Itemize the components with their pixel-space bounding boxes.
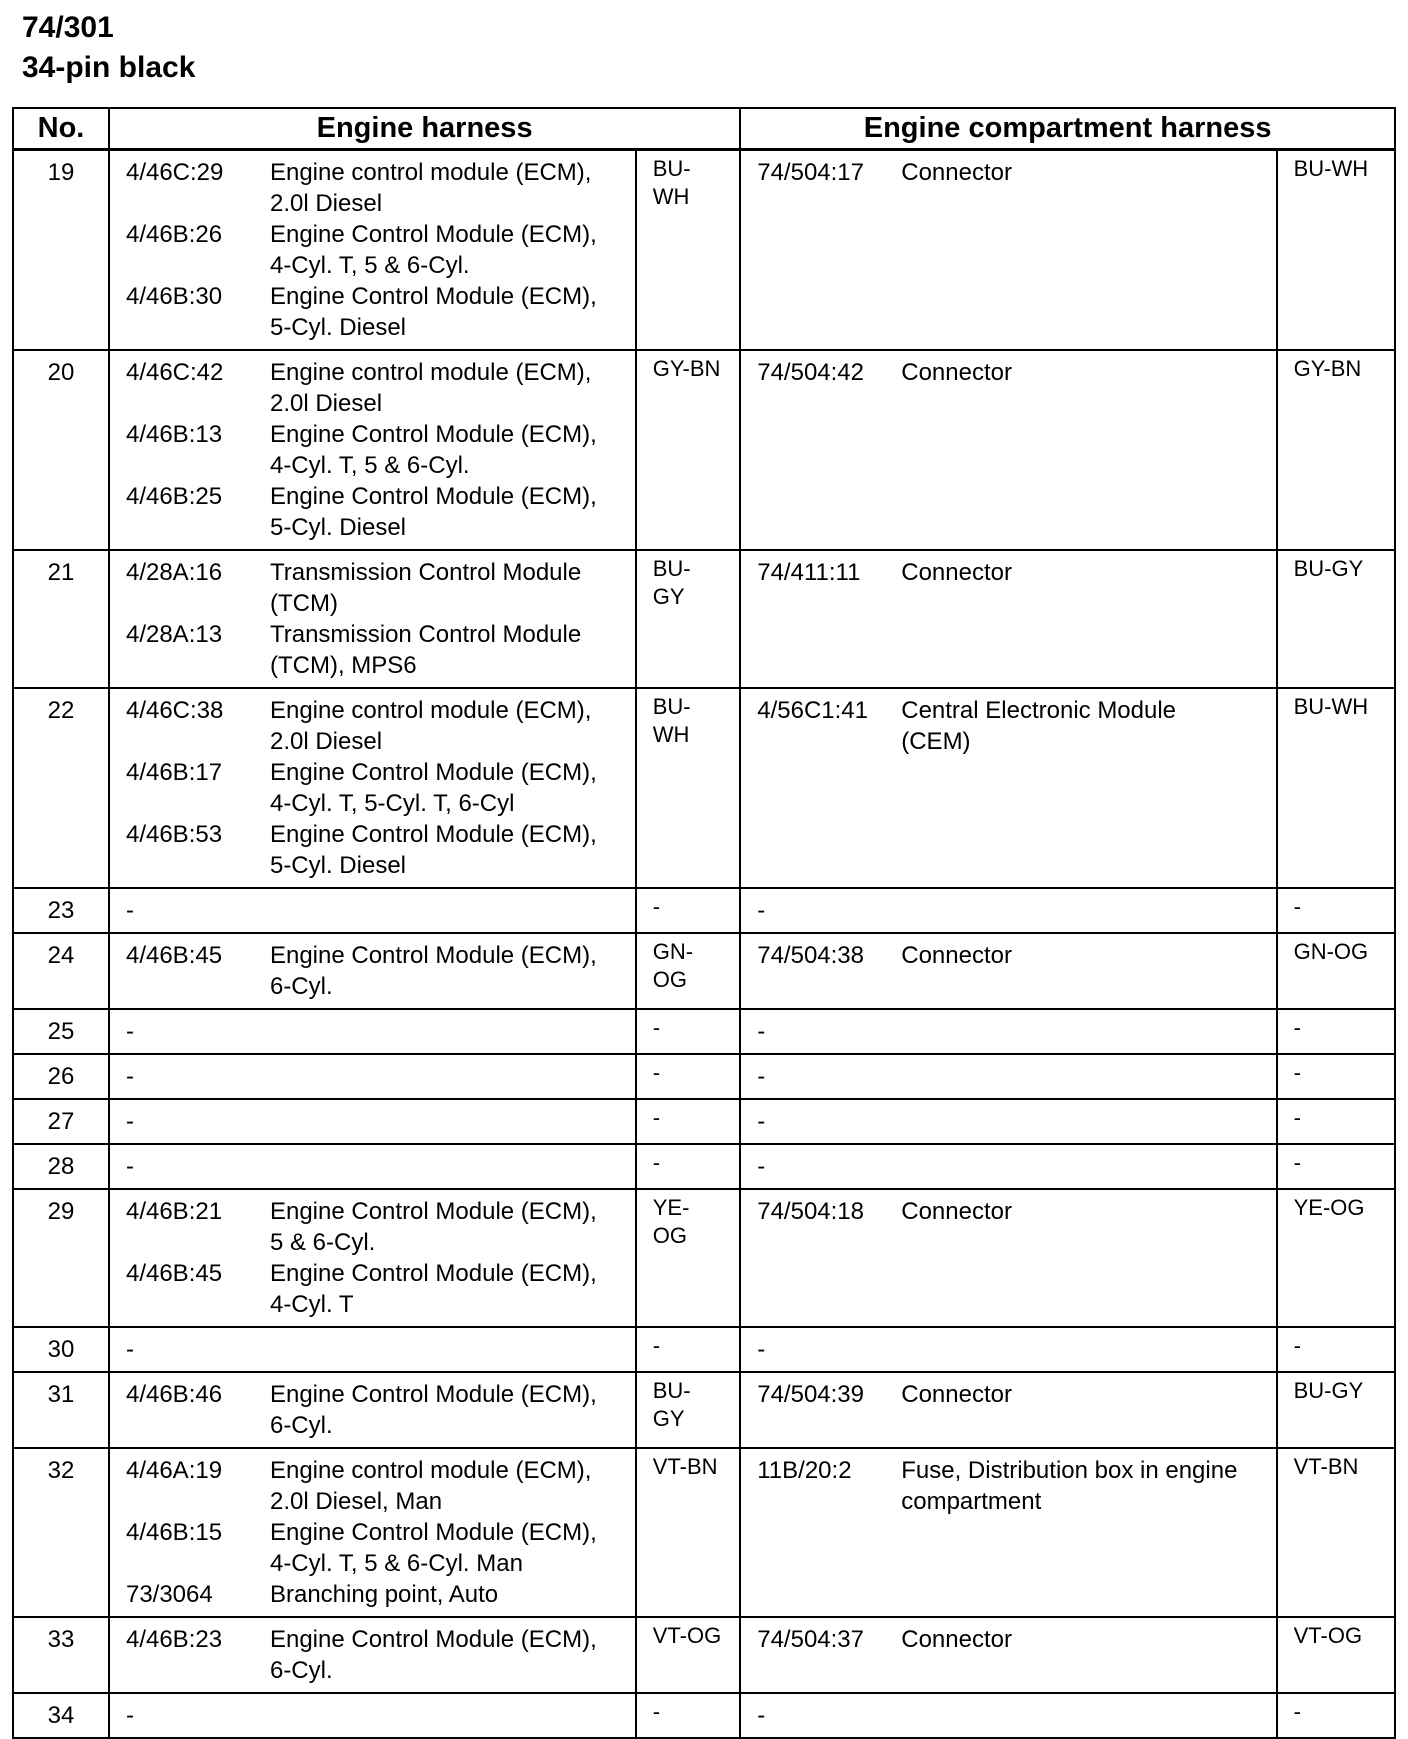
compartment-harness-cell [740,1693,1276,1738]
compartment-wire-color: - [1277,1327,1395,1372]
harness-entry [126,357,629,419]
description-line: 5-Cyl. Diesel [269,852,406,879]
component-description [270,1379,629,1441]
wire-color-line: BU- [652,556,691,581]
compartment-harness-cell [740,1448,1276,1617]
component-description [270,619,629,681]
compartment-wire-color: GY-BN [1277,350,1395,550]
engine-wire-color [636,1448,741,1617]
component-id: 74/411:11 [757,559,861,586]
description-line: Engine control module (ECM), [269,697,592,724]
component-id: 74/504:39 [757,1381,865,1408]
wire-color-line: GY-BN [652,356,721,381]
component-id: 73/3064 [125,1581,213,1608]
compartment-wire-color: - [1277,1054,1395,1099]
harness-entry [757,695,1269,757]
description-line: Connector [901,559,1012,586]
component-description [901,1196,1269,1227]
table-row [13,1327,1395,1372]
description-line: Engine control module (ECM), [269,359,592,386]
engine-wire-color [636,1327,741,1372]
harness-entry [126,157,629,219]
wire-color-line: - [652,894,661,919]
table-body [13,150,1395,1739]
table-row [13,688,1395,888]
engine-wire-color [636,888,741,933]
engine-harness-cell [109,888,636,933]
component-id: 4/46B:46 [125,1381,223,1408]
engine-harness-cell [109,350,636,550]
compartment-wire-color: BU-WH [1277,688,1395,888]
pin-number: 30 [13,1327,109,1372]
description-line: 2.0l Diesel, Man [269,1488,443,1515]
wire-color-line: - [652,1150,661,1175]
compartment-wire-color: BU-GY [1277,1372,1395,1448]
pin-number: 32 [13,1448,109,1617]
description-line: Transmission Control Module [269,559,582,586]
description-line: Engine Control Module (ECM), [269,221,597,248]
compartment-wire-color: - [1277,1693,1395,1738]
compartment-harness-cell [740,550,1276,688]
table-row [13,1009,1395,1054]
harness-entry [126,557,629,619]
engine-harness-cell [109,550,636,688]
component-description [270,757,629,819]
component-description [270,281,629,343]
description-line: Connector [901,359,1012,386]
empty-entry: - [125,1702,134,1729]
wire-color-line: BU- [652,156,691,181]
component-description [270,695,629,757]
table-row [13,1099,1395,1144]
wire-color-line: VT-OG [652,1623,722,1648]
harness-entry [126,695,629,757]
component-id: 11B/20:2 [757,1457,852,1484]
component-description [901,695,1269,757]
pin-number: 34 [13,1693,109,1738]
description-line: Engine Control Module (ECM), [269,759,597,786]
wire-color-line: - [652,1015,661,1040]
wire-color-line: - [652,1105,661,1130]
component-id: 4/46B:45 [125,942,223,969]
harness-entry [126,757,629,819]
empty-entry: - [125,1153,134,1180]
empty-entry: - [757,1153,766,1180]
wire-color-line: GN- [652,939,694,964]
component-description [270,557,629,619]
component-id: 4/46A:19 [125,1457,223,1484]
connector-description: 34-pin black [22,51,196,84]
harness-entry [126,1517,629,1579]
description-line: 2.0l Diesel [269,390,383,417]
description-line: Engine Control Module (ECM), [269,942,597,969]
component-id: 4/46B:23 [125,1626,223,1653]
connector-id: 74/301 [22,11,114,44]
description-line: Engine control module (ECM), [269,159,592,186]
engine-wire-color [636,1099,741,1144]
wire-color-line: WH [652,722,690,747]
wire-color-line: BU- [652,1378,691,1403]
pin-number: 19 [13,150,109,351]
compartment-harness-cell [740,1009,1276,1054]
pin-table [12,107,1396,1739]
compartment-wire-color: VT-OG [1277,1617,1395,1693]
wire-color-line: - [652,1699,661,1724]
harness-entry [126,619,629,681]
empty-entry: - [125,1063,134,1090]
description-line: Connector [901,159,1012,186]
table-row [13,1448,1395,1617]
component-description [901,357,1269,388]
wire-color-line: VT-BN [652,1454,718,1479]
description-line: (TCM), MPS6 [269,652,417,679]
empty-entry: - [125,1018,134,1045]
description-line: 6-Cyl. [269,1657,333,1684]
description-line: 6-Cyl. [269,1412,333,1439]
description-line: 2.0l Diesel [269,190,383,217]
engine-harness-cell [109,933,636,1009]
component-description [270,481,629,543]
empty-entry: - [125,1108,134,1135]
component-description [270,219,629,281]
table-row [13,550,1395,688]
component-id: 4/28A:16 [125,559,223,586]
engine-wire-color [636,933,741,1009]
pin-number: 21 [13,550,109,688]
pin-number: 33 [13,1617,109,1693]
compartment-wire-color: YE-OG [1277,1189,1395,1327]
engine-harness-cell [109,1448,636,1617]
wire-color-line: OG [652,967,687,992]
component-description [270,1517,629,1579]
harness-entry [126,281,629,343]
wire-color-line: OG [652,1223,687,1248]
description-line: Engine Control Module (ECM), [269,283,597,310]
compartment-wire-color: - [1277,1144,1395,1189]
compartment-wire-color: - [1277,1009,1395,1054]
document-header [22,8,195,88]
component-id: 4/46C:42 [125,359,224,386]
engine-harness-cell [109,1189,636,1327]
description-line: 5-Cyl. Diesel [269,514,406,541]
table-row [13,1617,1395,1693]
component-description [901,1455,1269,1517]
empty-entry: - [757,897,766,924]
engine-wire-color [636,1054,741,1099]
description-line: 4-Cyl. T, 5 & 6-Cyl. [269,452,470,479]
engine-wire-color [636,550,741,688]
pin-number: 27 [13,1099,109,1144]
harness-entry [757,357,1269,388]
empty-entry: - [757,1108,766,1135]
engine-harness-cell [109,1327,636,1372]
harness-entry [757,1624,1269,1655]
compartment-harness-cell [740,150,1276,351]
component-description [270,1455,629,1517]
component-id: 4/56C1:41 [757,697,868,724]
description-line: Fuse, Distribution box in engine [901,1457,1238,1484]
engine-harness-cell [109,1099,636,1144]
empty-entry: - [125,897,134,924]
component-id: 4/46B:30 [125,283,223,310]
table-row [13,888,1395,933]
engine-wire-color [636,1372,741,1448]
empty-entry: - [757,1063,766,1090]
component-description [901,1624,1269,1655]
component-id: 4/46B:25 [125,483,223,510]
description-line: Engine Control Module (ECM), [269,421,597,448]
compartment-wire-color: BU-GY [1277,550,1395,688]
compartment-harness-cell [740,933,1276,1009]
engine-wire-color [636,1693,741,1738]
description-line: 4-Cyl. T, 5 & 6-Cyl. Man [269,1550,523,1577]
engine-harness-cell [109,688,636,888]
component-id: 74/504:17 [757,159,865,186]
compartment-wire-color: BU-WH [1277,150,1395,351]
harness-entry [126,1624,629,1686]
component-id: 74/504:18 [757,1198,865,1225]
harness-entry [126,1258,629,1320]
description-line: Connector [901,942,1012,969]
empty-entry: - [757,1336,766,1363]
component-id: 4/46C:38 [125,697,224,724]
table-row [13,350,1395,550]
description-line: 2.0l Diesel [269,728,383,755]
engine-harness-cell [109,1693,636,1738]
description-line: Connector [901,1626,1012,1653]
description-line: compartment [901,1488,1042,1515]
empty-entry: - [757,1018,766,1045]
compartment-wire-color: - [1277,888,1395,933]
description-line: Engine Control Module (ECM), [269,1381,597,1408]
harness-entry [757,557,1269,588]
component-description [270,1258,629,1320]
description-line: 4-Cyl. T, 5-Cyl. T, 6-Cyl [269,790,515,817]
wire-color-line: - [652,1333,661,1358]
component-id: 74/504:42 [757,359,865,386]
table-row [13,1054,1395,1099]
description-line: Engine Control Module (ECM), [269,1260,597,1287]
description-line: Connector [901,1381,1012,1408]
pin-number: 20 [13,350,109,550]
harness-entry [126,219,629,281]
component-description [270,940,629,1002]
table-row [13,1189,1395,1327]
component-description [901,1379,1269,1410]
pin-number: 24 [13,933,109,1009]
component-description [901,557,1269,588]
pin-number: 31 [13,1372,109,1448]
component-id: 4/46B:26 [125,221,223,248]
engine-wire-color [636,150,741,351]
compartment-harness-cell [740,888,1276,933]
table-row [13,1144,1395,1189]
description-line: 5 & 6-Cyl. [269,1229,376,1256]
component-description [270,1196,629,1258]
wire-color-line: BU- [652,694,691,719]
pin-number: 25 [13,1009,109,1054]
engine-harness-cell [109,1617,636,1693]
table-row [13,1693,1395,1738]
harness-entry [126,940,629,1002]
pin-number: 23 [13,888,109,933]
description-line: (TCM) [269,590,338,617]
component-description [270,419,629,481]
component-description [901,940,1269,971]
description-line: Branching point, Auto [269,1581,499,1608]
component-description [270,357,629,419]
harness-entry [757,1196,1269,1227]
component-id: 4/46B:13 [125,421,223,448]
compartment-harness-cell [740,1054,1276,1099]
component-id: 4/46C:29 [125,159,224,186]
component-id: 74/504:37 [757,1626,865,1653]
header-no: No. [13,108,109,150]
description-line: Engine Control Module (ECM), [269,1198,597,1225]
harness-entry [126,1379,629,1441]
harness-entry [126,819,629,881]
compartment-harness-cell [740,1144,1276,1189]
harness-entry [126,1579,629,1610]
description-line: 6-Cyl. [269,973,333,1000]
harness-entry [757,1455,1269,1517]
engine-wire-color [636,1617,741,1693]
engine-harness-cell [109,1144,636,1189]
table-header-row [13,108,1395,150]
compartment-harness-cell [740,1372,1276,1448]
component-id: 74/504:38 [757,942,865,969]
component-description [270,1579,629,1610]
component-id: 4/28A:13 [125,621,223,648]
empty-entry: - [125,1336,134,1363]
compartment-wire-color: VT-BN [1277,1448,1395,1617]
component-description [901,157,1269,188]
compartment-harness-cell [740,350,1276,550]
table-row [13,150,1395,351]
table-row [13,933,1395,1009]
description-line: Connector [901,1198,1012,1225]
engine-wire-color [636,1144,741,1189]
component-description [270,157,629,219]
engine-wire-color [636,1009,741,1054]
component-description [270,819,629,881]
header-engine-harness: Engine harness [109,108,740,150]
description-line: 4-Cyl. T [269,1291,354,1318]
engine-harness-cell [109,150,636,351]
table-row [13,1372,1395,1448]
wire-color-line: YE- [652,1195,690,1220]
harness-entry [757,157,1269,188]
description-line: 5-Cyl. Diesel [269,314,406,341]
pin-number: 22 [13,688,109,888]
compartment-harness-cell [740,688,1276,888]
empty-entry: - [757,1702,766,1729]
harness-entry [126,419,629,481]
compartment-harness-cell [740,1327,1276,1372]
engine-wire-color [636,350,741,550]
engine-wire-color [636,688,741,888]
description-line: Engine Control Module (ECM), [269,1519,597,1546]
description-line: Engine Control Module (ECM), [269,483,597,510]
component-description [270,1624,629,1686]
description-line: Engine control module (ECM), [269,1457,592,1484]
harness-entry [126,1196,629,1258]
harness-entry [126,1455,629,1517]
engine-harness-cell [109,1054,636,1099]
compartment-harness-cell [740,1617,1276,1693]
compartment-harness-cell [740,1189,1276,1327]
engine-harness-cell [109,1009,636,1054]
compartment-wire-color: - [1277,1099,1395,1144]
description-line: 4-Cyl. T, 5 & 6-Cyl. [269,252,470,279]
component-id: 4/46B:45 [125,1260,223,1287]
engine-harness-cell [109,1372,636,1448]
engine-wire-color [636,1189,741,1327]
wire-color-line: - [652,1060,661,1085]
pin-number: 29 [13,1189,109,1327]
description-line: Central Electronic Module [901,697,1177,724]
compartment-wire-color: GN-OG [1277,933,1395,1009]
component-id: 4/46B:15 [125,1519,223,1546]
component-id: 4/46B:17 [125,759,223,786]
description-line: Transmission Control Module [269,621,582,648]
wire-color-line: GY [652,584,685,609]
wire-color-line: GY [652,1406,685,1431]
pin-number: 26 [13,1054,109,1099]
wire-color-line: WH [652,184,690,209]
description-line: Engine Control Module (ECM), [269,1626,597,1653]
description-line: (CEM) [901,728,971,755]
compartment-harness-cell [740,1099,1276,1144]
component-id: 4/46B:21 [125,1198,223,1225]
pin-number: 28 [13,1144,109,1189]
header-engine-compartment-harness: Engine compartment harness [740,108,1395,150]
harness-entry [757,940,1269,971]
harness-entry [757,1379,1269,1410]
component-id: 4/46B:53 [125,821,223,848]
description-line: Engine Control Module (ECM), [269,821,597,848]
harness-entry [126,481,629,543]
